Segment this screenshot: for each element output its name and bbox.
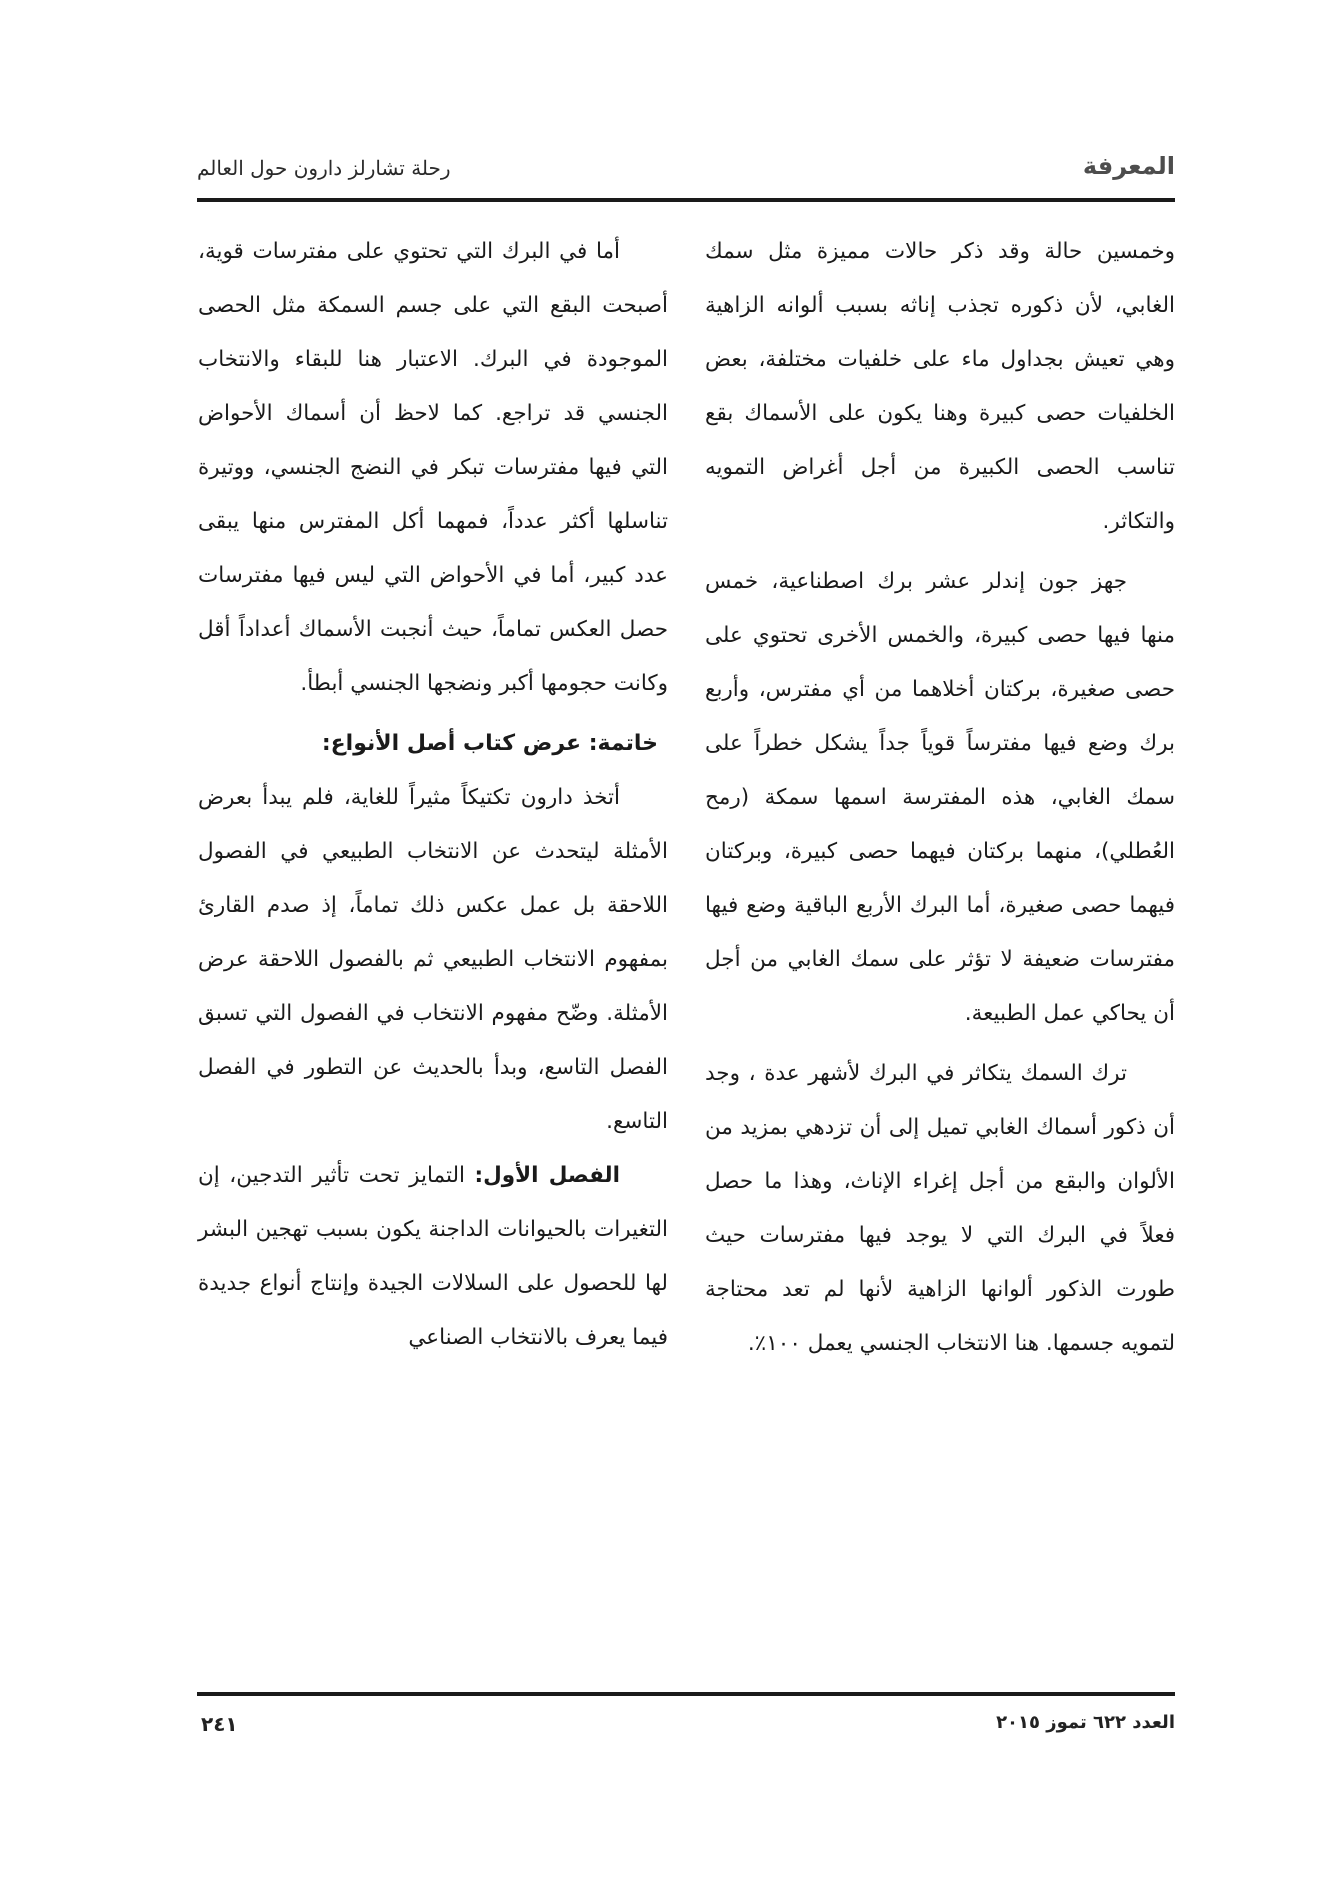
right-paragraph-1: وخمسين حالة وقد ذكر حالات مميزة مثل سمك الغابي، لأن ذكوره تجذب إناثه بسبب ألوانه الزاهية وهي تعيش بجداول ماء على خلفيات مختلفة، بعض الخلفيات حصى كبيرة وهنا يكون على الأسماك بقع تناسب الحصى الكبيرة من أجل أغراض التمويه والتكاثر. bbox=[705, 239, 1175, 534]
page-number: ٢٤١ bbox=[201, 1712, 238, 1736]
page-header bbox=[197, 148, 1175, 198]
footer-divider bbox=[197, 1692, 1175, 1696]
right-column bbox=[705, 225, 1175, 1371]
chapter-one-label: الفصل الأول: bbox=[474, 1163, 620, 1188]
right-paragraph-3: ترك السمك يتكاثر في البرك لأشهر عدة ، وجد أن ذكور أسماك الغابي تميل إلى أن تزدهي بمزيد من الألوان والبقع من أجل إغراء الإناث، وهذا ما حصل فعلاً في البرك التي لا يوجد فيها مفترسات حيث طورت الذكور ألوانها الزاهية لأنها لم تعد محتاجة لتمويه جسمها. هنا الانتخاب الجنسي يعمل ١٠٠٪. bbox=[705, 1061, 1175, 1356]
left-paragraph-3 bbox=[198, 1149, 668, 1365]
issue-info: العدد ٦٢٢ تموز ٢٠١٥ bbox=[996, 1712, 1175, 1733]
running-title: رحلة تشارلز دارون حول العالم bbox=[197, 156, 451, 180]
left-column bbox=[198, 225, 668, 1365]
header-divider bbox=[197, 198, 1175, 202]
left-paragraph-2: أتخذ دارون تكتيكاً مثيراً للغاية، فلم يبدأ بعرض الأمثلة ليتحدث عن الانتخاب الطبيعي في الفصول اللاحقة بل عمل عكس ذلك تماماً، إذ صدم القارئ بمفهوم الانتخاب الطبيعي ثم بالفصول اللاحقة عرض الأمثلة. وضّح مفهوم الانتخاب في الفصول التي تسبق الفصل التاسع، وبدأ بالحديث عن التطور في الفصل التاسع. bbox=[198, 785, 668, 1134]
left-paragraph-1: أما في البرك التي تحتوي على مفترسات قوية، أصبحت البقع التي على جسم السمكة مثل الحصى الموجودة في البرك. الاعتبار هنا للبقاء والانتخاب الجنسي قد تراجع. كما لاحظ أن أسماك الأحواض التي فيها مفترسات تبكر في النضج الجنسي، ووتيرة تناسلها أكثر عدداً، فمهما أكل المفترس منها يبقى عدد كبير، أما في الأحواض التي ليس فيها مفترسات حصل العكس تماماً، حيث أنجبت الأسماك أعداداً أقل وكانت حجومها أكبر ونضجها الجنسي أبطأ. bbox=[198, 239, 668, 696]
section-heading: خاتمة: عرض كتاب أصل الأنواع: bbox=[321, 731, 658, 756]
chapter-one-text: التمايز تحت تأثير التدجين، إن التغيرات بالحيوانات الداجنة يكون بسبب تهجين البشر لها للحصول على السلالات الجيدة وإنتاج أنواع جديدة فيما يعرف بالانتخاب الصناعي bbox=[198, 1163, 668, 1350]
page-footer bbox=[197, 1712, 1175, 1752]
right-paragraph-2: جهز جون إندلر عشر برك اصطناعية، خمس منها فيها حصى كبيرة، والخمس الأخرى تحتوي على حصى صغيرة، بركتان أخلاهما من أي مفترس، وأربع برك وضع فيها مفترساً قوياً جداً يشكل خطراً على سمك الغابي، هذه المفترسة اسمها سمكة (رمح العُطلي)، منهما بركتان فيهما حصى كبيرة، وبركتان فيهما حصى صغيرة، أما البرك الأربع الباقية وضع فيها مفترسات ضعيفة لا تؤثر على سمك الغابي من أجل أن يحاكي عمل الطبيعة. bbox=[705, 569, 1175, 1026]
magazine-logo: المعرفة bbox=[1082, 152, 1175, 180]
